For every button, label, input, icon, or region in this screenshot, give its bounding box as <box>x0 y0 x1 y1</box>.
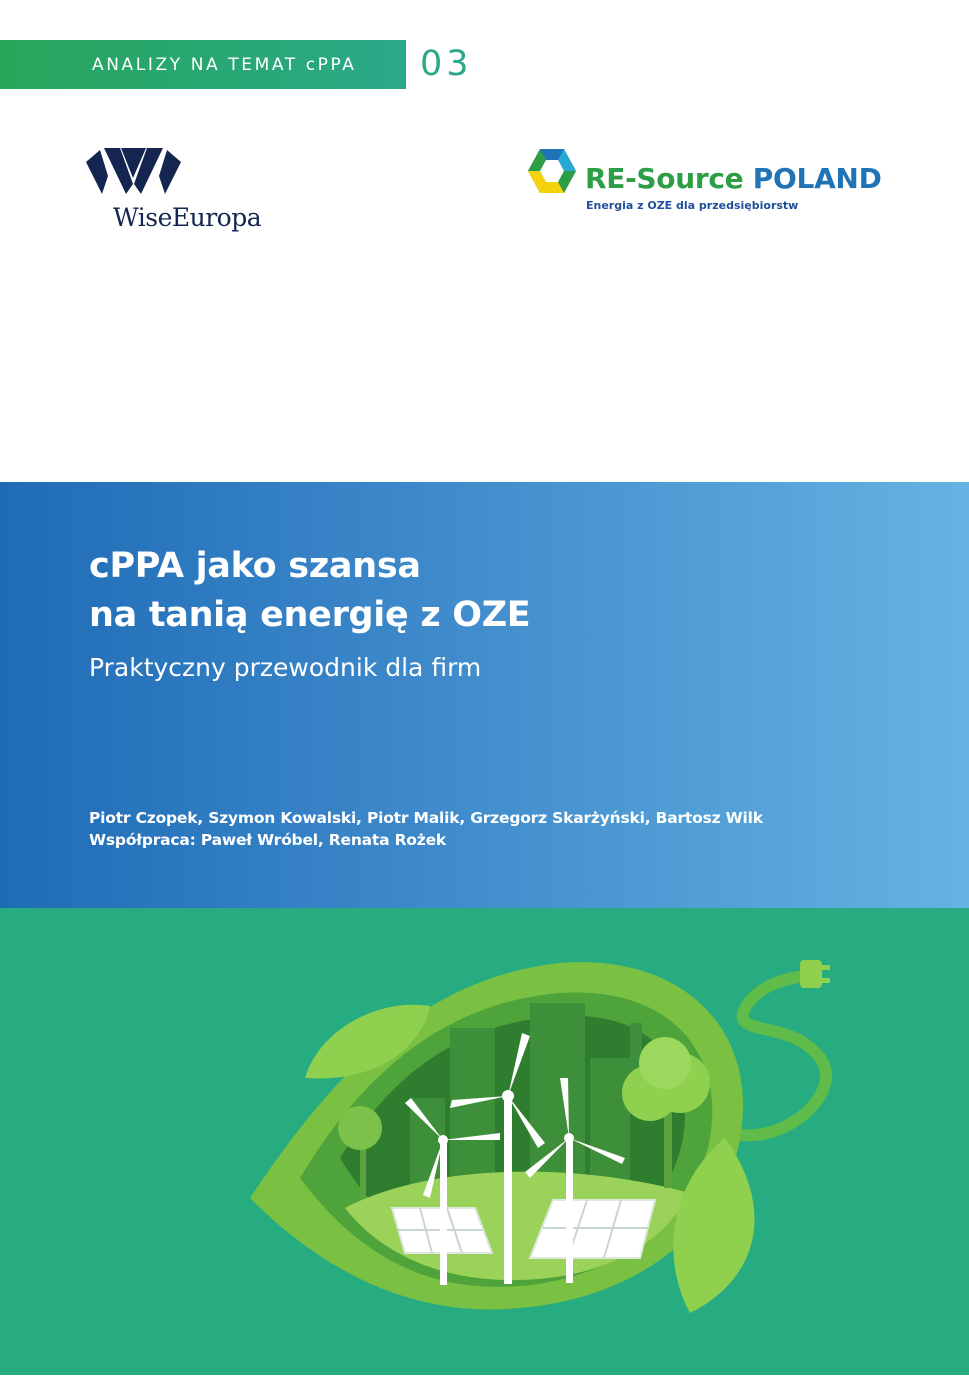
resource-poland-wordmark <box>585 162 882 195</box>
authors-block <box>89 807 763 851</box>
collaborators-list: Współpraca: Paweł Wróbel, Renata Rożek <box>89 831 446 849</box>
resource-wordmark-part1: RE-Source <box>585 162 744 195</box>
resource-wordmark-part2: POLAND <box>752 162 882 195</box>
plug-icon <box>800 960 830 988</box>
resource-poland-logo <box>527 148 887 218</box>
title-line-2: na tanią energię z OZE <box>89 595 531 635</box>
title-block <box>0 482 969 908</box>
hexagon-icon <box>527 148 577 194</box>
title-line-1: cPPA jako szansa <box>89 546 421 586</box>
series-banner <box>0 40 406 89</box>
authors-list: Piotr Czopek, Szymon Kowalski, Piotr Malik, Grzegorz Skarżyński, Bartosz Wilk <box>89 809 763 827</box>
solar-panel-icon <box>530 1200 655 1258</box>
wiseeuropa-wordmark: WiseEuropa <box>113 203 262 232</box>
cover-illustration <box>0 908 969 1375</box>
wiseeuropa-w-icon <box>86 148 181 194</box>
wiseeuropa-logo <box>86 148 276 238</box>
series-label: ANALIZY NA TEMAT cPPA <box>92 54 357 75</box>
page-title <box>89 542 530 640</box>
green-energy-illustration <box>0 908 969 1375</box>
resource-tagline: Energia z OZE dla przedsiębiorstw <box>586 199 799 212</box>
page-subtitle: Praktyczny przewodnik dla firm <box>89 653 482 682</box>
series-number: 03 <box>420 44 473 84</box>
